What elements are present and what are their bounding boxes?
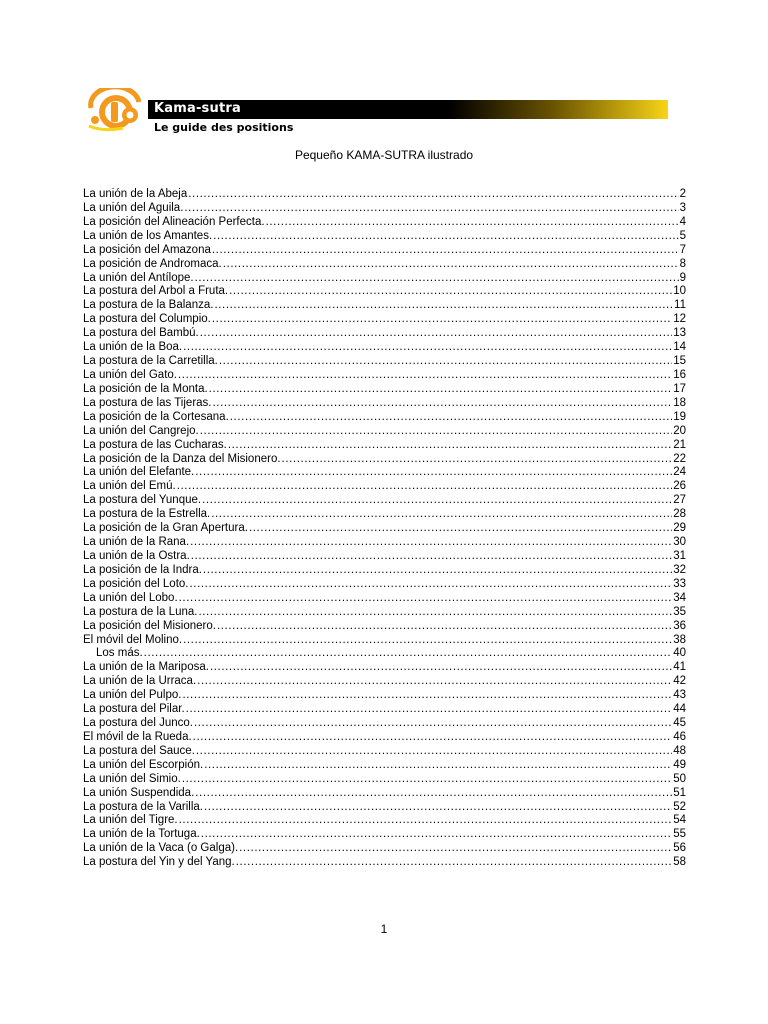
- toc-dot-leader: [178, 369, 672, 383]
- toc-entry-page: 14: [673, 341, 686, 354]
- toc-dot-leader: [183, 634, 672, 648]
- toc-entry-page: 44: [673, 703, 686, 716]
- toc-entry[interactable]: [83, 661, 686, 675]
- toc-entry[interactable]: [83, 466, 686, 480]
- toc-dot-leader: [212, 313, 672, 327]
- toc-entry[interactable]: [83, 313, 686, 327]
- toc-dot-leader: [144, 647, 673, 661]
- toc-entry-title: El móvil del Molino.: [83, 633, 183, 646]
- toc-entry[interactable]: [83, 578, 686, 592]
- toc-dot-leader: [213, 397, 673, 411]
- toc-entry-title: La postura del Columpio.: [83, 313, 211, 326]
- toc-entry-page: 51: [673, 786, 686, 799]
- toc-entry-page: 40: [673, 647, 686, 660]
- toc-dot-leader: [183, 341, 672, 355]
- toc-entry-page: 3: [679, 201, 686, 214]
- toc-entry-page: 16: [673, 368, 686, 381]
- toc-entry-page: 11: [674, 299, 686, 312]
- toc-entry[interactable]: [83, 397, 686, 411]
- toc-entry-page: 36: [673, 619, 686, 632]
- toc-dot-leader: [282, 453, 673, 467]
- toc-entry[interactable]: [83, 592, 686, 606]
- toc-entry-title: La unión de la Abeja: [83, 188, 188, 200]
- toc-entry[interactable]: [83, 285, 686, 299]
- toc-entry[interactable]: [83, 647, 686, 661]
- toc-dot-leader: [190, 578, 673, 592]
- toc-entry[interactable]: [83, 522, 686, 536]
- toc-dot-leader: [213, 230, 678, 244]
- toc-entry[interactable]: [83, 550, 686, 564]
- toc-entry-page: 28: [673, 508, 686, 521]
- toc-entry-page: 43: [673, 689, 686, 702]
- toc-entry-page: 50: [673, 772, 686, 785]
- toc-entry[interactable]: [83, 202, 686, 216]
- toc-entry[interactable]: [83, 244, 686, 258]
- toc-dot-leader: [214, 299, 673, 313]
- toc-dot-leader: [194, 717, 672, 731]
- toc-entry-title: La unión del Gato.: [83, 368, 177, 381]
- toc-entry[interactable]: [83, 564, 686, 578]
- toc-dot-leader: [204, 801, 672, 815]
- toc-entry-title: La unión de la Rana.: [83, 536, 190, 549]
- toc-entry[interactable]: [83, 717, 686, 731]
- toc-entry[interactable]: [83, 439, 686, 453]
- toc-dot-leader: [200, 425, 672, 439]
- toc-dot-leader: [195, 466, 672, 480]
- toc-entry-title: La unión de la Vaca (o Galga).: [83, 842, 239, 855]
- toc-entry-page: 13: [673, 327, 686, 340]
- document-title: Pequeño KAMA-SUTRA ilustrado: [294, 148, 474, 162]
- toc-entry[interactable]: [83, 745, 686, 759]
- toc-dot-leader: [219, 355, 672, 369]
- toc-entry-page: 30: [673, 536, 686, 549]
- toc-entry[interactable]: [83, 703, 686, 717]
- toc-entry-page: 42: [673, 675, 686, 688]
- toc-entry[interactable]: [83, 230, 686, 244]
- header-title: Kama-sutra: [154, 101, 241, 116]
- toc-entry[interactable]: [83, 494, 686, 508]
- toc-dot-leader: [182, 689, 672, 703]
- toc-entry-title: La unión del Lobo.: [83, 591, 178, 604]
- toc-entry[interactable]: [83, 299, 686, 313]
- toc-entry[interactable]: [83, 787, 686, 801]
- toc-entry[interactable]: [83, 188, 686, 202]
- toc-entry[interactable]: [83, 856, 686, 870]
- toc-entry-page: 21: [673, 438, 686, 451]
- toc-dot-leader: [204, 759, 672, 773]
- toc-entry-page: 27: [673, 494, 686, 507]
- toc-entry-page: 17: [673, 382, 686, 395]
- toc-entry-title: La unión Suspendida.: [83, 786, 195, 799]
- toc-entry-page: 24: [673, 466, 686, 479]
- toc-entry-page: 35: [673, 605, 686, 618]
- toc-entry-title: La posición del Loto.: [83, 577, 189, 590]
- toc-dot-leader: [179, 814, 673, 828]
- toc-dot-leader: [212, 244, 679, 258]
- toc-entry-page: 55: [673, 828, 686, 841]
- toc-dot-leader: [229, 285, 672, 299]
- toc-entry-title: La posición de la Danza del Misionero.: [83, 452, 281, 465]
- toc-entry[interactable]: [83, 536, 686, 550]
- toc-entry[interactable]: [83, 620, 686, 634]
- header-subtitle: Le guide des positions: [154, 121, 294, 134]
- toc-dot-leader: [249, 522, 672, 536]
- toc-entry-title: El móvil de la Rueda.: [83, 730, 192, 743]
- toc-entry-page: 5: [679, 229, 686, 242]
- toc-dot-leader: [193, 731, 673, 745]
- toc-entry-title: La postura del Yin y del Yang.: [83, 856, 235, 869]
- toc-entry[interactable]: [83, 801, 686, 815]
- toc-entry-page: 26: [673, 480, 686, 493]
- toc-dot-leader: [177, 480, 673, 494]
- toc-entry-title: La postura del Arbol a Fruta.: [83, 285, 229, 298]
- toc-dot-leader: [203, 564, 672, 578]
- toc-entry-title: La postura de la Varilla.: [83, 800, 203, 813]
- toc-entry-title: La unión de la Ostra.: [83, 549, 190, 562]
- toc-entry[interactable]: [83, 773, 686, 787]
- toc-dot-leader: [211, 508, 672, 522]
- toc-entry[interactable]: [83, 828, 686, 842]
- toc-dot-leader: [184, 202, 678, 216]
- toc-entry[interactable]: [83, 675, 686, 689]
- toc-entry-page: 29: [673, 522, 686, 535]
- toc-dot-leader: [190, 536, 672, 550]
- toc-dot-leader: [239, 842, 672, 856]
- toc-entry-page: 38: [673, 633, 686, 646]
- toc-entry-page: 58: [673, 856, 686, 869]
- toc-dot-leader: [200, 327, 672, 341]
- toc-dot-leader: [179, 592, 673, 606]
- toc-entry[interactable]: [83, 369, 686, 383]
- toc-entry-title: La posición de la Indra.: [83, 563, 202, 576]
- toc-dot-leader: [198, 606, 672, 620]
- toc-entry[interactable]: [83, 480, 686, 494]
- toc-dot-leader: [202, 494, 672, 508]
- toc-entry-page: 54: [673, 814, 686, 827]
- toc-entry-page: 45: [673, 717, 686, 730]
- toc-entry-page: 8: [679, 257, 686, 270]
- toc-entry[interactable]: [83, 689, 686, 703]
- toc-entry-title: La posición del Alineación Perfecta.: [83, 215, 265, 228]
- toc-entry-title: La postura del Bambú.: [83, 327, 199, 340]
- toc-dot-leader: [195, 787, 672, 801]
- toc-entry-page: 46: [673, 730, 686, 743]
- toc-entry-title: La unión del Escorpión.: [83, 758, 204, 771]
- toc-entry-page: 7: [679, 243, 686, 256]
- toc-dot-leader: [266, 216, 679, 230]
- toc-entry-title: La postura de las Cucharas.: [83, 438, 227, 451]
- toc-entry-title: La unión del Emú.: [83, 480, 176, 493]
- toc-entry-title: La unión del Aguila.: [83, 201, 184, 214]
- toc-entry-title: Los más.: [96, 647, 143, 660]
- toc-dot-leader: [196, 745, 672, 759]
- toc-entry[interactable]: [83, 383, 686, 397]
- toc-dot-leader: [209, 383, 673, 397]
- toc-entry-title: La postura de la Luna.: [83, 605, 198, 618]
- toc-entry-title: La unión del Pulpo.: [83, 689, 182, 702]
- toc-entry-page: 31: [673, 549, 686, 562]
- toc-entry-page: 33: [673, 577, 686, 590]
- toc-entry-title: La posición del Amazona: [83, 243, 211, 256]
- toc-entry-page: 48: [673, 744, 686, 757]
- toc-entry-title: La posición del Misionero.: [83, 619, 216, 632]
- toc-entry-title: La postura del Yunque.: [83, 494, 202, 507]
- toc-entry-title: La unión de la Mariposa.: [83, 661, 209, 674]
- toc-dot-leader: [195, 272, 679, 286]
- toc-dot-leader: [188, 188, 678, 202]
- toc-entry-page: 32: [673, 563, 686, 576]
- toc-entry-title: La postura del Sauce.: [83, 744, 195, 757]
- toc-entry-page: 12: [673, 313, 686, 326]
- toc-dot-leader: [230, 411, 672, 425]
- toc-entry-page: 41: [673, 661, 686, 674]
- toc-entry[interactable]: [83, 258, 686, 272]
- toc-entry-title: La unión de los Amantes.: [83, 229, 213, 242]
- toc-entry-title: La postura de la Estrella.: [83, 508, 211, 521]
- toc-entry[interactable]: [83, 411, 686, 425]
- toc-entry-title: La postura del Pilar.: [83, 703, 185, 716]
- toc-entry-title: La unión del Antílope.: [83, 271, 194, 284]
- toc-entry[interactable]: [83, 216, 686, 230]
- toc-entry-title: La postura de la Balanza.: [83, 299, 214, 312]
- toc-entry-page: 22: [673, 452, 686, 465]
- toc-dot-leader: [217, 620, 672, 634]
- toc-entry-page: 2: [679, 188, 686, 200]
- toc-entry-page: 20: [673, 424, 686, 437]
- toc-entry-title: La unión de la Tortuga.: [83, 828, 200, 841]
- toc-entry[interactable]: [83, 731, 686, 745]
- toc-entry-page: 18: [673, 396, 686, 409]
- toc-entry-page: 56: [673, 842, 686, 855]
- toc-entry[interactable]: [83, 327, 686, 341]
- toc-entry-title: La posición de la Gran Apertura.: [83, 522, 248, 535]
- toc-entry[interactable]: [83, 842, 686, 856]
- toc-entry[interactable]: [83, 606, 686, 620]
- toc-dot-leader: [186, 703, 673, 717]
- toc-entry[interactable]: [83, 425, 686, 439]
- toc-entry-title: La unión del Elefante.: [83, 466, 195, 479]
- toc-dot-leader: [228, 439, 672, 453]
- toc-entry-page: 9: [679, 271, 686, 284]
- toc-entry-title: La unión de la Urraca.: [83, 675, 197, 688]
- site-logo-icon: [83, 88, 149, 133]
- toc-entry[interactable]: [83, 508, 686, 522]
- toc-entry[interactable]: [83, 355, 686, 369]
- toc-entry-page: 49: [673, 758, 686, 771]
- page-number: 1: [380, 922, 388, 936]
- toc-entry[interactable]: [83, 814, 686, 828]
- toc-entry-page: 19: [673, 410, 686, 423]
- toc-dot-leader: [182, 773, 672, 787]
- toc-entry-page: 4: [679, 215, 686, 228]
- toc-dot-leader: [201, 828, 672, 842]
- toc-entry-title: La unión del Simio.: [83, 772, 181, 785]
- toc-entry-title: La unión de la Boa.: [83, 341, 183, 354]
- toc-entry-title: La postura de la Carretilla.: [83, 355, 218, 368]
- toc-dot-leader: [236, 856, 672, 870]
- toc-entry-title: La unión del Tigre.: [83, 814, 178, 827]
- toc-entry-title: La postura de las Tijeras.: [83, 396, 212, 409]
- toc-entry-title: La posición de Andromaca.: [83, 257, 222, 270]
- table-of-contents: [83, 188, 686, 870]
- toc-entry-title: La unión del Cangrejo.: [83, 424, 199, 437]
- toc-entry-page: 10: [673, 285, 686, 298]
- toc-entry-title: La posición de la Cortesana.: [83, 410, 229, 423]
- toc-dot-leader: [197, 675, 672, 689]
- toc-entry[interactable]: [83, 341, 686, 355]
- toc-dot-leader: [210, 661, 672, 675]
- toc-entry-page: 52: [673, 800, 686, 813]
- toc-entry-page: 15: [673, 355, 686, 368]
- toc-entry[interactable]: [83, 759, 686, 773]
- toc-entry[interactable]: [83, 272, 686, 286]
- toc-entry-title: La postura del Junco.: [83, 717, 193, 730]
- toc-entry[interactable]: [83, 634, 686, 648]
- toc-dot-leader: [191, 550, 672, 564]
- toc-entry-page: 34: [673, 591, 686, 604]
- toc-entry-title: La posición de la Monta.: [83, 382, 208, 395]
- toc-dot-leader: [223, 258, 679, 272]
- toc-entry[interactable]: [83, 453, 686, 467]
